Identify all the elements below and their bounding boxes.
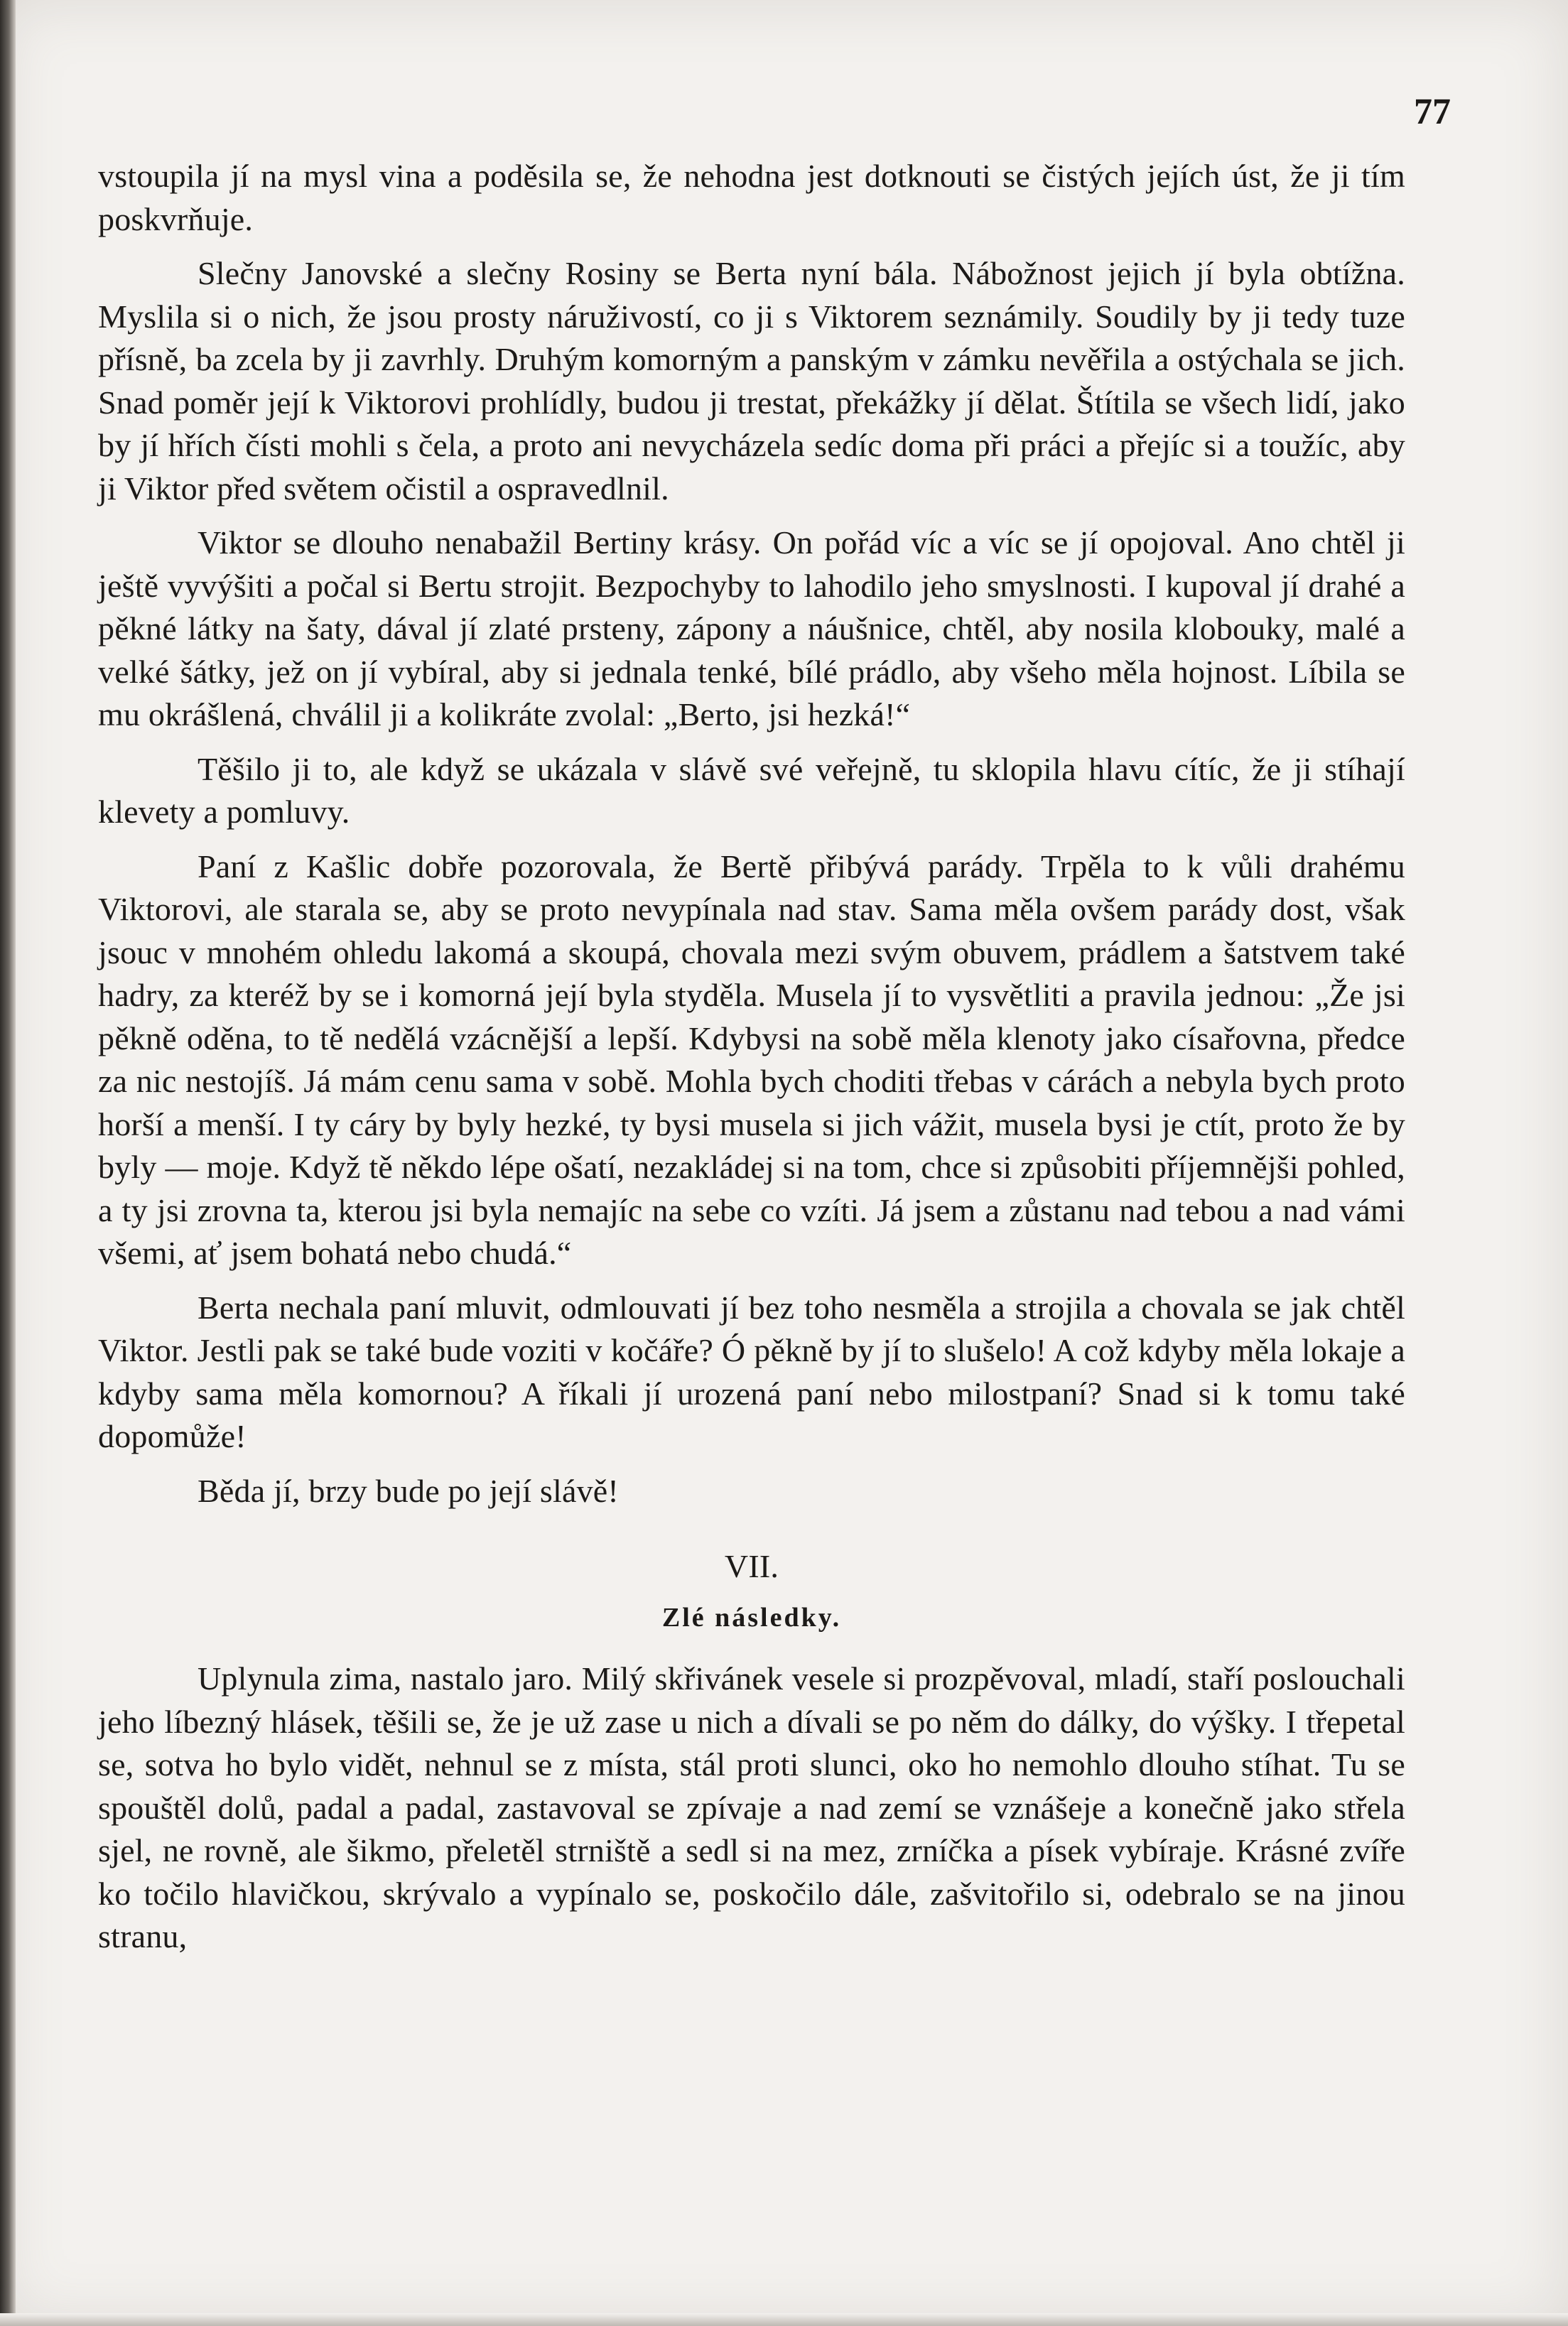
page-bottom-edge bbox=[0, 2313, 1568, 2326]
page-number: 77 bbox=[1414, 92, 1451, 132]
paragraph-2: Slečny Janovské a slečny Rosiny se Berta nyní bála. Nábožnost jejich jí byla obtížna. Myslila si o nich, že jsou prosty náruživostí, co ji s Viktorem seznámily. Soudily by ji tedy tuze přísně, ba zcela by ji zavrhly. Druhým komorným a panským v zámku nevěřila a ostýchala se jich. Snad poměr její k Viktorovi prohlídly, budou ji trestat, překážky jí dělat. Štítila se všech lidí, jako by jí hřích čísti mohli s čela, a proto ani nevycházela sedíc doma při práci a přejíc si a toužíc, aby ji Viktor před světem očistil a ospravedlnil. bbox=[98, 255, 1405, 507]
paragraph-6: Berta nechala paní mluvit, odmlouvati jí bez toho nesměla a strojila a chovala se jak chtěl Viktor. Jestli pak se také bude voziti v kočáře? Ó pěkně by jí to slušelo! A což kdyby měla lokaje a kdyby sama měla komornou? A říkali jí urozená paní nebo milostpaní? Snad si k tomu také dopomůže! bbox=[98, 1289, 1405, 1454]
book-spine-shadow bbox=[0, 0, 16, 2326]
paragraph-4: Těšilo ji to, ale když se ukázala v slávě své veřejně, tu sklopila hlavu cítíc, že ji stíhají klevety a pomluvy. bbox=[98, 750, 1405, 830]
paragraph-1: vstoupila jí na mysl vina a poděsila se, že nehodna jest dotknouti se čistých jejích úst, že ji tím poskvrňuje. bbox=[98, 158, 1405, 237]
text-body bbox=[98, 155, 1405, 1970]
paragraph-8: Uplynula zima, nastalo jaro. Milý skřivánek vesele si prozpěvoval, mladí, staří poslouchali jeho líbezný hlásek, těšili se, že je už zase u nich a dívali se po něm do dálky, do výšky. I třepetal se, sotva ho bylo vidět, nehnul se z místa, stál proti slunci, oko ho nemohlo dlouho stíhat. Tu se spouštěl dolů, padal a padal, zastavoval se zpívaje a nad zemí se vznášeje a konečně jako střela sjel, ne rovně, ale šikmo, přeletěl strniště a sedl si na mez, zrníčka a písek vybíraje. Krásné zvíře ko točilo hlavičkou, skrývalo a vypínalo se, poskočilo dále, zašvitořilo si, odebralo se na jinou stranu, bbox=[98, 1660, 1405, 1954]
chapter-number: VII. bbox=[724, 1548, 779, 1584]
paragraph-3: Viktor se dlouho nenabažil Bertiny krásy. On pořád víc a víc se jí opojoval. Ano chtěl ji ještě vyvýšiti a počal si Bertu strojit. Bezpochyby to lahodilo jeho smyslnosti. I kupoval jí drahé a pěkné látky na šaty, dával jí zlaté prsteny, zápony a náušnice, chtěl, aby nosila klobouky, malé a velké šátky, jež on jí vybíral, aby si jednala tenké, bílé prádlo, aby všeho měla hojnost. Líbila se mu okrášlená, chválil ji a kolikráte zvolal: „Berto, jsi hezká!“ bbox=[98, 524, 1405, 732]
paragraph-5: Paní z Kašlic dobře pozorovala, že Bertě přibývá parády. Trpěla to k vůli drahému Viktorovi, ale starala se, aby se proto nevypínala nad stav. Sama měla ovšem parády dost, však jsouc v mnohém ohledu lakomá a skoupá, chovala mezi svým obuvem, prádlem a šatstvem také hadry, za kteréž by se i komorná její byla styděla. Musela jí to vysvětliti a pravila jednou: „Že jsi pěkně oděna, to tě nedělá vzácnější a lepší. Kdybysi na sobě měla klenoty jako císařovna, předce za nic nestojíš. Já mám cenu sama v sobě. Mohla bych choditi třebas v cárách a nebyla bych proto horší a menší. I ty cáry by byly hezké, ty bysi musela si jich vážit, musela bysi je ctít, proto že by byly — moje. Když tě někdo lépe ošatí, nezakládej si na tom, chce si způsobiti příjemnějši pohled, a ty jsi zrovna ta, kterou jsi byla nemajíc na sebe co vzíti. Já jsem a zůstanu nad tebou a nad vámi všemi, ať jsem bohatá nebo chudá.“ bbox=[98, 848, 1405, 1271]
paragraph-7: Běda jí, brzy bude po její slávě! bbox=[198, 1472, 619, 1509]
chapter-title: Zlé následky. bbox=[661, 1603, 842, 1633]
